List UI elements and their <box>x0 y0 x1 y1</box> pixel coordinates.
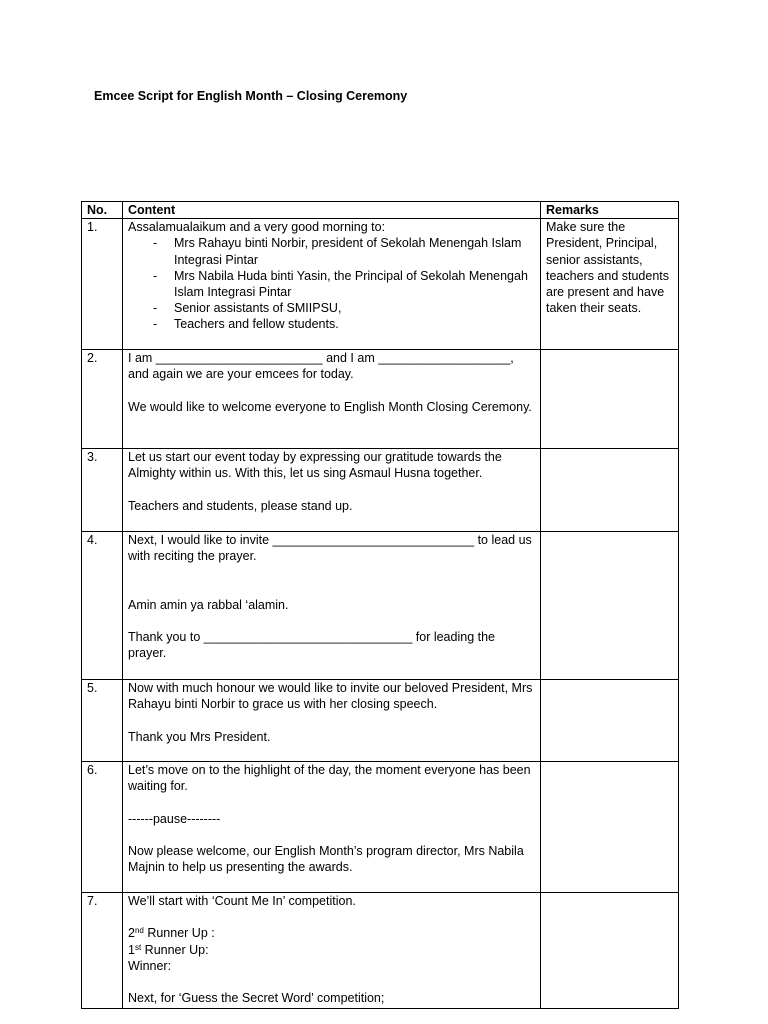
row-number: 1. <box>82 219 123 350</box>
list-item: - Senior assistants of SMIIPSU, <box>128 300 536 316</box>
row-number: 4. <box>82 532 123 680</box>
row-content <box>123 762 541 893</box>
president-thanks-text: Thank you Mrs President. <box>128 729 271 744</box>
guest-list <box>128 235 536 332</box>
list-item: - Mrs Nabila Huda binti Yasin, the Principal of Sekolah Menengah Islam Integrasi Pintar <box>128 268 536 300</box>
row-content <box>123 680 541 762</box>
row-remarks <box>541 449 679 532</box>
amin-text: Amin amin ya rabbal ‘alamin. <box>128 597 289 612</box>
row-remarks <box>541 532 679 680</box>
stand-up-text: Teachers and students, please stand up. <box>128 498 353 513</box>
row-content <box>123 219 541 350</box>
table-row <box>82 893 679 1009</box>
prayer-invite-text: Next, I would like to invite _____________________________ to lead us with reciting the prayer. <box>128 533 532 564</box>
table-row <box>82 680 679 762</box>
table-row <box>82 762 679 893</box>
greeting-text: Assalamualaikum and a very good morning to: <box>128 220 386 235</box>
next-competition-text: Next, for ‘Guess the Secret Word’ competition; <box>128 991 385 1006</box>
row-remarks <box>541 350 679 449</box>
row-remarks <box>541 893 679 1009</box>
first-place-suffix: st <box>134 942 142 952</box>
row-content <box>123 350 541 449</box>
table-row <box>82 449 679 532</box>
row-content <box>123 532 541 680</box>
row-remarks <box>541 762 679 893</box>
first-runner-up-line <box>128 942 536 958</box>
table-row <box>82 350 679 449</box>
emcee-intro-text: I am ________________________ and I am ___________________, and again we are your emcees for today. <box>128 351 514 382</box>
welcome-text: We would like to welcome everyone to English Month Closing Ceremony. <box>128 399 532 414</box>
second-place-label: Runner Up : <box>143 926 215 941</box>
row-remarks <box>541 680 679 762</box>
header-no: No. <box>82 202 123 219</box>
row-remarks: Make sure the President, Principal, senior assistants, teachers and students are present and have taken their seats. <box>541 219 679 350</box>
prayer-thanks-text: Thank you to ______________________________ for leading the prayer. <box>128 629 495 661</box>
director-welcome-text: Now please welcome, our English Month’s program director, Mrs Nabila Majnin to help us presenting the awards. <box>128 843 524 875</box>
table-header-row <box>82 202 679 219</box>
row-number: 6. <box>82 762 123 893</box>
winner-line: Winner: <box>128 958 172 973</box>
gratitude-text: Let us start our event today by expressing our gratitude towards the Almighty within us. With this, let us sing Asmaul Husna together. <box>128 450 502 481</box>
document-title: Emcee Script for English Month – Closing Ceremony <box>94 89 408 103</box>
competition-intro-text: We’ll start with ‘Count Me In’ competition. <box>128 894 356 909</box>
table-row <box>82 532 679 680</box>
first-place-number: 1 <box>128 942 135 957</box>
second-runner-up-line <box>128 925 536 941</box>
table-row <box>82 219 679 350</box>
list-item: - Teachers and fellow students. <box>128 316 536 332</box>
row-number: 3. <box>82 449 123 532</box>
header-remarks: Remarks <box>541 202 679 219</box>
emcee-script-table <box>81 201 679 1009</box>
row-number: 7. <box>82 893 123 1009</box>
highlight-text: Let’s move on to the highlight of the day, the moment everyone has been waiting for. <box>128 763 531 794</box>
row-number: 2. <box>82 350 123 449</box>
row-number: 5. <box>82 680 123 762</box>
row-content <box>123 449 541 532</box>
list-item: - Mrs Rahayu binti Norbir, president of Sekolah Menengah Islam Integrasi Pintar <box>128 235 536 267</box>
row-content <box>123 893 541 1009</box>
second-place-number: 2 <box>128 926 135 941</box>
first-place-label: Runner Up: <box>141 942 209 957</box>
header-content: Content <box>123 202 541 219</box>
pause-text: ------pause-------- <box>128 811 221 826</box>
president-invite-text: Now with much honour we would like to invite our beloved President, Mrs Rahayu binti Norbir to grace us with her closing speech. <box>128 681 533 712</box>
second-place-suffix: nd <box>134 926 144 936</box>
